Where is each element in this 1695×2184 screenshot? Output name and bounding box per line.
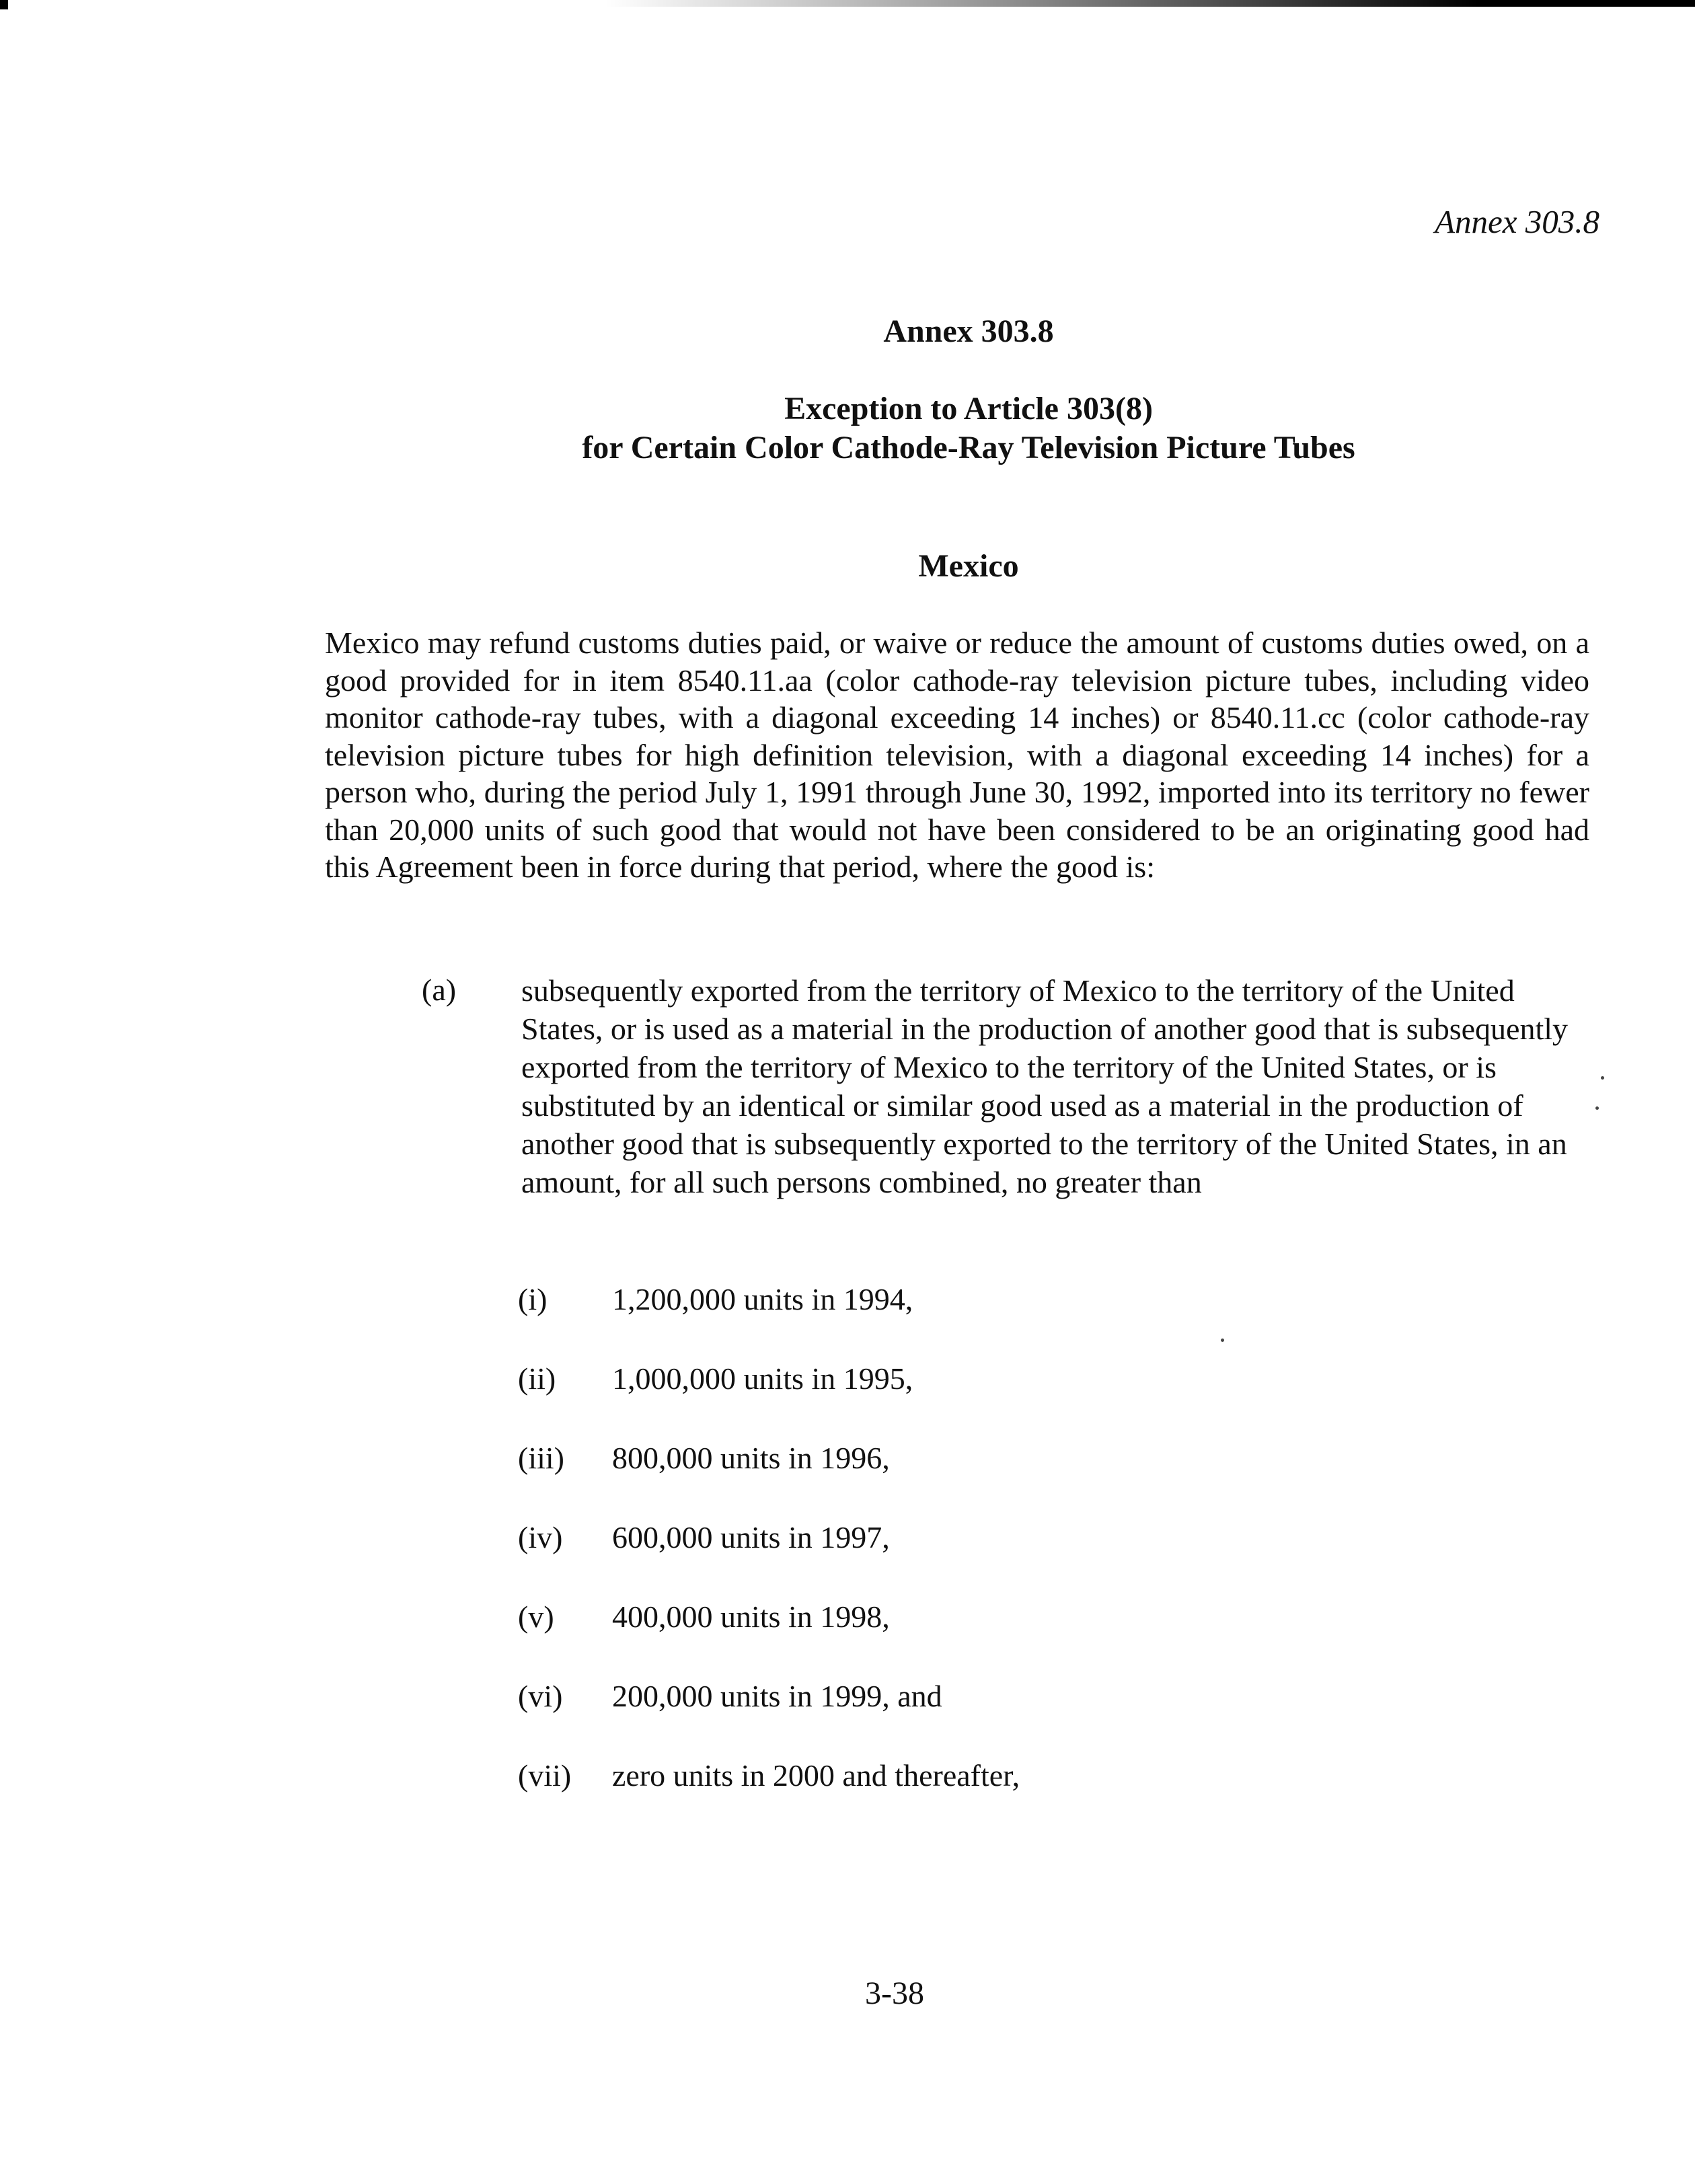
- scan-speck: [1221, 1339, 1224, 1342]
- sub-item-text: 200,000 units in 1999, and: [612, 1679, 942, 1713]
- scan-top-edge: [605, 0, 1695, 7]
- scan-speck: [1595, 1106, 1599, 1110]
- sub-item-label: (vi): [518, 1679, 563, 1713]
- sub-item-label: (iv): [518, 1520, 563, 1554]
- sub-item-label: (vii): [518, 1758, 572, 1793]
- sub-item-text: zero units in 2000 and thereafter,: [612, 1758, 1020, 1793]
- sub-item-text: 1,200,000 units in 1994,: [612, 1282, 913, 1316]
- exception-title: Exception to Article 303(8): [784, 391, 1153, 426]
- country-heading: Mexico: [918, 548, 1019, 584]
- sub-item-label: (i): [518, 1282, 548, 1316]
- body-paragraph: Mexico may refund customs duties paid, or waive or reduce the amount of customs duties owed, on a good provided for in item 8540.11.aa (color cathode-ray television picture tubes, including video monitor cathode-ray tubes, with a diagonal exceeding 14 inches) or 8540.11.cc (color cathode-ray television picture tubes for high definition television, with a diagonal exceeding 14 inches) for a person who, during the period July 1, 1991 through June 30, 1992, imported into its territory no fewer than 20,000 units of such good that would not have been considered to be an originating good had this Agreement been in force during that period, where the good is:: [325, 626, 1589, 884]
- annex-title: Annex 303.8: [883, 313, 1054, 349]
- sub-item-label: (iii): [518, 1441, 564, 1475]
- sub-item-label: (ii): [518, 1361, 556, 1396]
- page-number: 3-38: [865, 1975, 924, 2011]
- sub-item-text: 800,000 units in 1996,: [612, 1441, 890, 1475]
- sub-item-text: 1,000,000 units in 1995,: [612, 1361, 913, 1396]
- scan-speck: [1601, 1076, 1604, 1080]
- running-header: Annex 303.8: [1435, 203, 1599, 240]
- sub-item-text: 400,000 units in 1998,: [612, 1599, 890, 1634]
- exception-subtitle: for Certain Color Cathode-Ray Television Picture Tubes: [582, 430, 1355, 465]
- item-a-text: subsequently exported from the territory of Mexico to the territory of the United States, or is used as a material in the production of another good that is subsequently exported from the territory of Mexico to the territory of the United States, or is substituted by an identical or similar good used as a material in the production of another good that is subsequently exported to the territory of the United States, in an amount, for all such persons combined, no greater than: [521, 973, 1569, 1199]
- scan-corner-mark: [0, 0, 8, 9]
- sub-item-text: 600,000 units in 1997,: [612, 1520, 890, 1554]
- item-a-label: (a): [422, 973, 457, 1007]
- sub-item-label: (v): [518, 1599, 554, 1634]
